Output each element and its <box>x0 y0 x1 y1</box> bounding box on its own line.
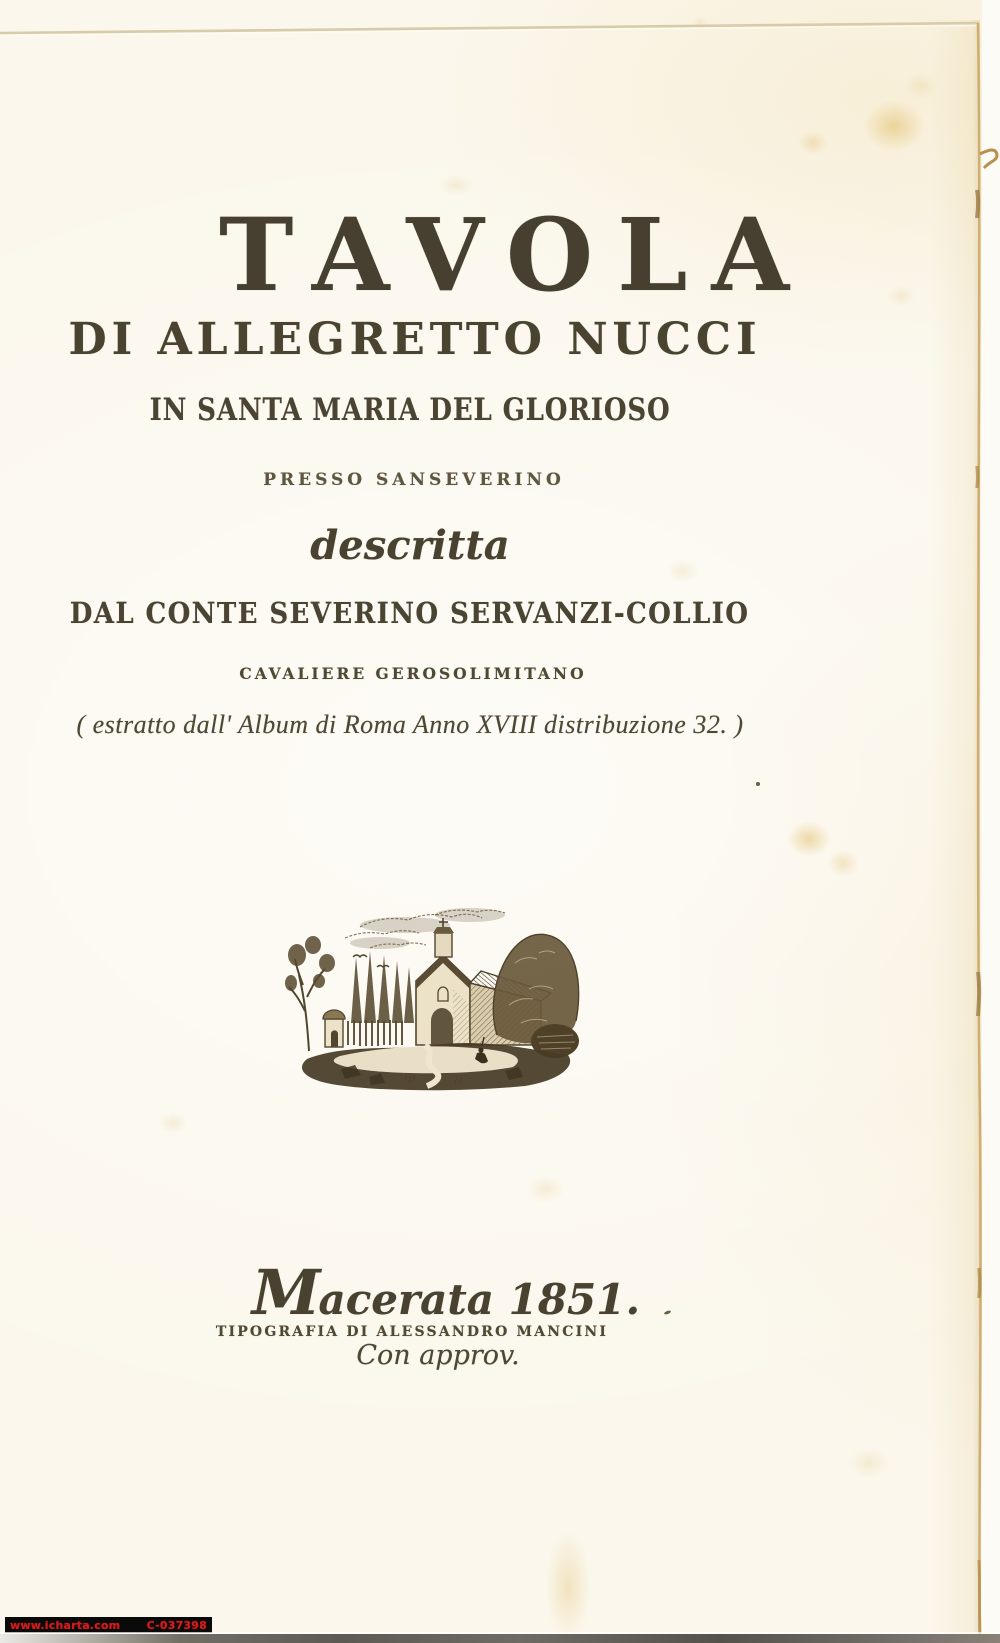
page-right-edge <box>978 23 981 1643</box>
page-edge-tear <box>980 150 997 168</box>
source-note-line: ( estratto dall' Album di Roma Anno XVIII distribuzione 32. ) <box>76 710 744 739</box>
watermark-banner <box>5 1617 212 1633</box>
author-line <box>10 596 810 630</box>
imprint-printer: TIPOGRAFIA DI ALESSANDRO MANCINI <box>215 1324 609 1340</box>
watermark-site: www.icharta.com <box>10 1618 121 1632</box>
dedication-line: DI ALLEGRETTO NUCCI <box>68 314 762 365</box>
watermark-code: C-037398 <box>146 1618 207 1632</box>
page-title: TAVOLA <box>218 196 814 314</box>
page-top-edge <box>0 23 978 33</box>
near-town-line: PRESSO SANSEVERINO <box>263 470 565 490</box>
imprint-approval: Con approv. <box>356 1340 520 1371</box>
location-text: IN SANTA MARIA DEL GLORIOSO <box>149 392 671 428</box>
scanner-bottom-band <box>0 1634 1000 1643</box>
location-line <box>10 392 810 428</box>
imprint-city-year: Macerata 1851. <box>251 1256 641 1329</box>
author-text: DAL CONTE SEVERINO SERVANZI-COLLIO <box>70 596 750 630</box>
church-landscape-vignette-icon <box>285 893 585 1093</box>
author-title-line: CAVALIERE GEROSOLIMITANO <box>239 664 587 683</box>
described-line: descritta <box>310 522 510 569</box>
